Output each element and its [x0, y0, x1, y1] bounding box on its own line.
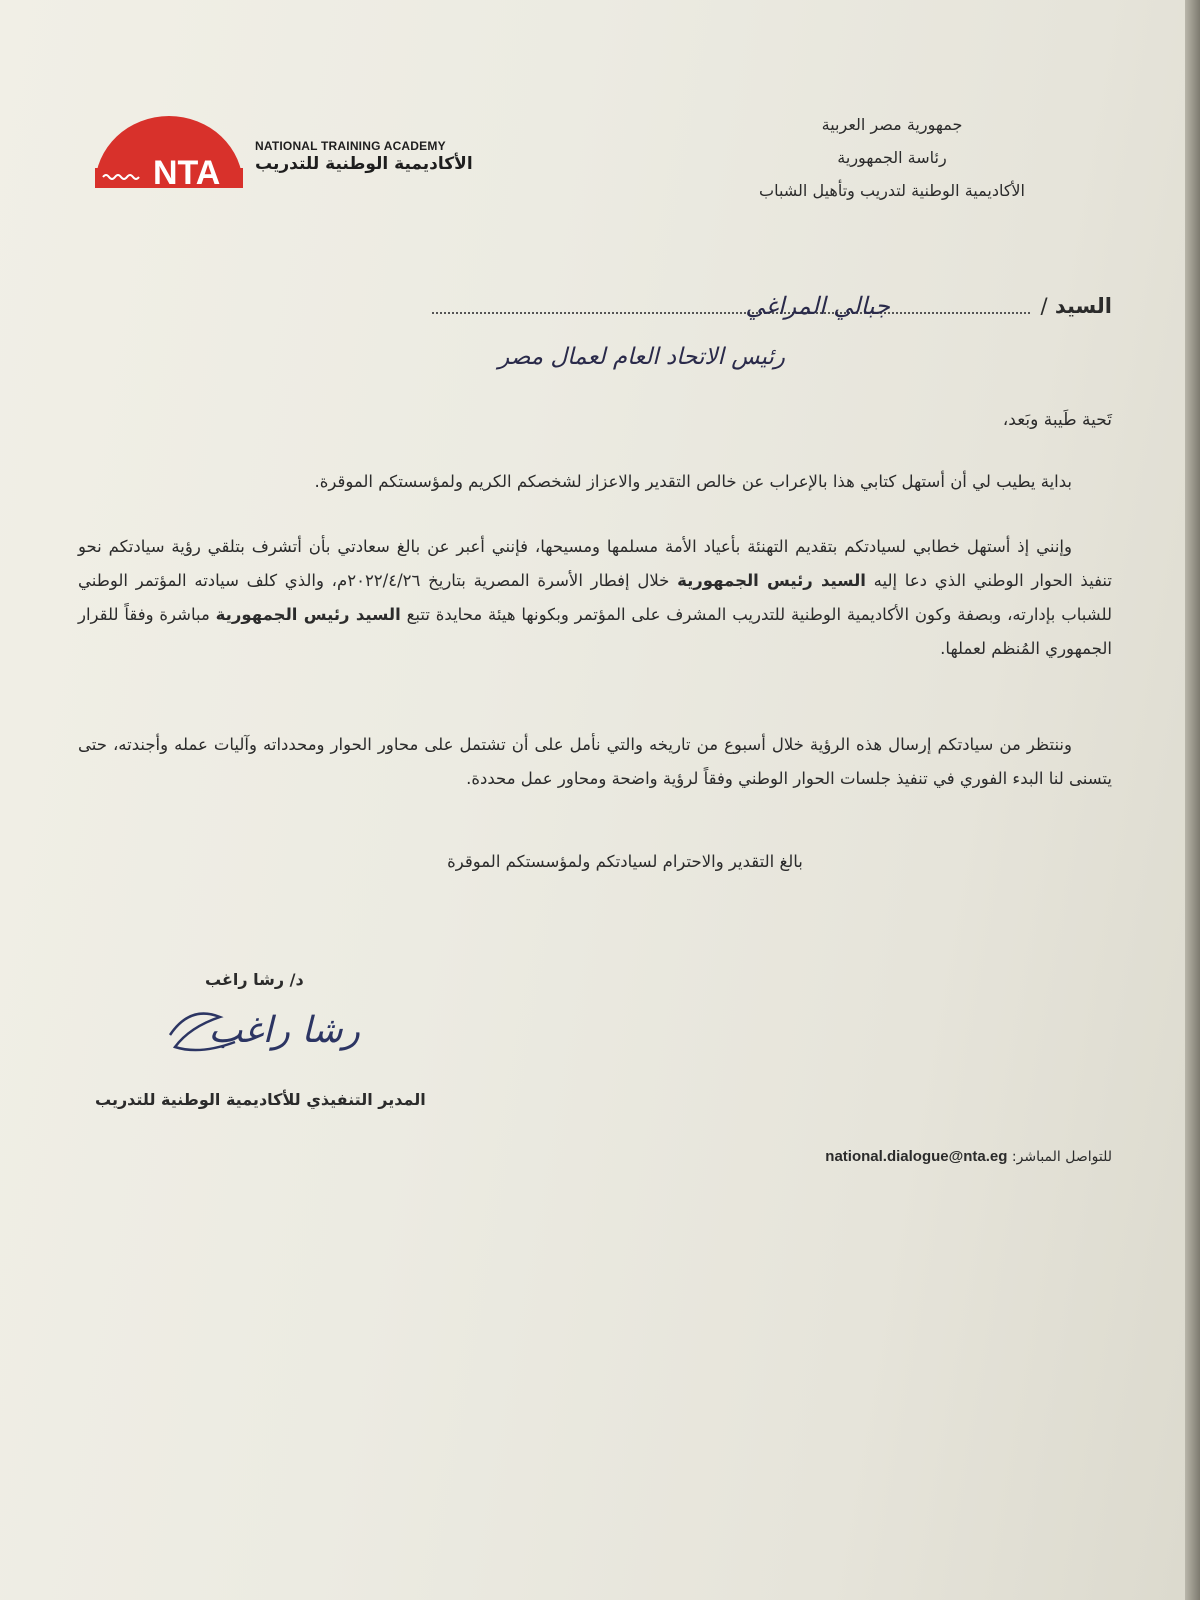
- handwritten-addressee-title: [395, 330, 795, 380]
- paragraph-opening: بداية يطيب لي أن أستهل كتابي هذا بالإعراب عن خالص التقدير والاعزاز لشخصكم الكريم ولمؤسستكم الموقرة.: [314, 472, 1072, 491]
- greeting: تَحية طَيبة وبَعد،: [1002, 410, 1112, 430]
- signatory-title: المدير التنفيذي للأكاديمية الوطنية للتدريب: [95, 1090, 426, 1109]
- p3-text: وننتظر من سيادتكم إرسال هذه الرؤية خلال أسبوع من تاريخه والتي نأمل على أن تشتمل على محاور الحوار ومحدداته وآليات عمله وأجندته، حتى يتسنى لنا البدء الفوري في تنفيذ جلسات الحوار الوطني وفقاً لرؤية واضحة ومحاور عمل محددة.: [78, 735, 1112, 788]
- addressee-slash: /: [1040, 294, 1048, 318]
- letterhead-academy: الأكاديمية الوطنية لتدريب وتأهيل الشباب: [759, 181, 1025, 200]
- paragraph-request: [78, 728, 1112, 796]
- contact-label: للتواصل المباشر:: [1011, 1149, 1112, 1165]
- signatory-name: د/ رشا راغب: [205, 970, 304, 989]
- logo-acronym: NTA: [153, 154, 221, 192]
- svg-text:جبالي المراغي: جبالي المراغي: [745, 292, 890, 320]
- p2-text-e: مباشرة وفقاً للقرار الجمهوري المُنظم لعملها.: [78, 605, 1112, 658]
- svg-text:رشا راغب: رشا راغب: [208, 1010, 360, 1051]
- handwritten-signature: [150, 990, 370, 1075]
- svg-text:رئيس الاتحاد العام لعمال مصر: رئيس الاتحاد العام لعمال مصر: [498, 344, 785, 370]
- logo-arabic-name: الأكاديمية الوطنية للتدريب: [255, 154, 473, 174]
- letterhead: [759, 108, 1025, 207]
- closing-line: بالغ التقدير والاحترام لسيادتكم ولمؤسستكم الموقرة: [447, 852, 803, 871]
- paragraph-congratulation: [78, 530, 1112, 666]
- paper-edge-shadow: [1185, 0, 1200, 1600]
- p2-president-1: السيد رئيس الجمهورية: [677, 571, 866, 590]
- contact-email[interactable]: national.dialogue@nta.eg: [825, 1148, 1008, 1165]
- p2-president-2: السيد رئيس الجمهورية: [215, 605, 401, 624]
- logo-english-name: NATIONAL TRAINING ACADEMY: [255, 139, 446, 153]
- letterhead-country: جمهورية مصر العربية: [821, 115, 963, 134]
- contact-line: [825, 1148, 1112, 1165]
- letterhead-presidency: رئاسة الجمهورية: [837, 148, 947, 167]
- handwritten-addressee-name: [690, 282, 900, 327]
- addressee-prefix-text: السيد: [1054, 294, 1112, 318]
- addressee-prefix: [1040, 294, 1112, 318]
- p2-text-a: وإنني إذ أستهل خطابي لسيادتكم بتقديم التهنئة بأعياد الأمة مسلمها ومسيحها، فإنني أعبر عن بالغ سعادتي بأن أتشرف بتلقي رؤية سيادتكم نحو تنفيذ الحوار الوطني الذي دعا إليه: [78, 537, 1112, 590]
- p2-text-c: خلال إفطار الأسرة المصرية بتاريخ ٢٠٢٢/٤/٢٦م، والذي كلف سيادته المؤتمر الوطني للشباب بإدارته، وبصفة وكون الأكاديمية الوطنية للتدريب المشرف على المؤتمر وبكونها هيئة محايدة تتبع: [78, 571, 1112, 624]
